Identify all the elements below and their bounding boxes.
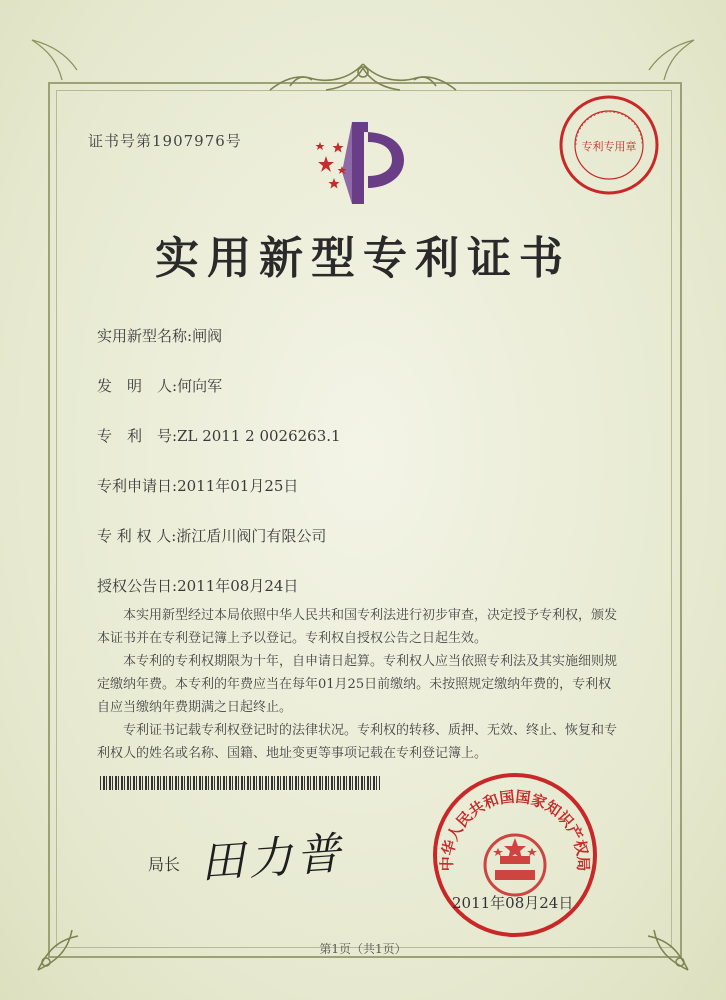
field-label: 实用新型名称: [97,327,193,345]
field-grant-date [97,575,298,596]
field-value: 何向军 [177,377,223,395]
certificate-title: 实用新型专利证书 [155,233,571,284]
director-signature: 田力普 [198,828,346,889]
field-label: 专 利 权 人: [97,527,177,545]
field-value: 2011年08月24日 [177,577,299,595]
body-paragraph: 本实用新型经过本局依照中华人民共和国专利法进行初步审查，决定授予专利权，颁发本证书并在专利登记簿上予以登记。专利权自授权公告之日起生效。 [97,608,618,646]
field-value: ZL 2011 2 0026263.1 [177,427,341,445]
certificate-body [97,604,617,765]
seal-inner-text: 专利专用章 [581,140,637,153]
patent-office-logo-icon [312,112,422,212]
patent-seal-stamp-icon [554,90,664,200]
barcode-icon [100,776,380,790]
corner-ornament-icon [22,30,92,100]
page-number: 第1页（共1页） [319,942,407,956]
seal-ring-text: 中华人民共和国国家知识产权局 [437,787,593,872]
state-ip-office-seal-icon [430,770,600,940]
field-patent-number [97,425,341,446]
field-value: 2011年01月25日 [177,477,299,495]
field-label: 专 利 号: [97,427,178,445]
field-application-date [97,475,298,496]
field-inventor [97,375,222,396]
body-paragraph: 专利证书记载专利权登记时的法律状况。专利权的转移、质押、无效、终止、恢复和专利权人的姓名或名称、国籍、地址变更等事项记载在专利登记簿上。 [97,723,618,761]
body-paragraph: 本专利的专利权期限为十年，自申请日起算。专利权人应当依照专利法及其实施细则规定缴纳年费。本专利的年费应当在每年01月25日前缴纳。未按照规定缴纳年费的，专利权自应当缴纳年费期满之日起终止。 [97,654,618,715]
field-label: 专利申请日: [97,477,178,495]
director-label: 局长 [148,855,181,874]
certificate-number: 证书号第1907976号 [88,132,242,150]
field-value: 闸阀 [192,327,223,345]
field-value: 浙江盾川阀门有限公司 [176,527,327,545]
seal-date: 2011年08月24日 [452,894,574,912]
field-patentee [97,525,326,546]
field-label: 发 明 人: [97,377,178,395]
field-utility-model-name [97,325,222,346]
field-label: 授权公告日: [97,577,178,595]
top-ornament-icon [250,58,476,98]
